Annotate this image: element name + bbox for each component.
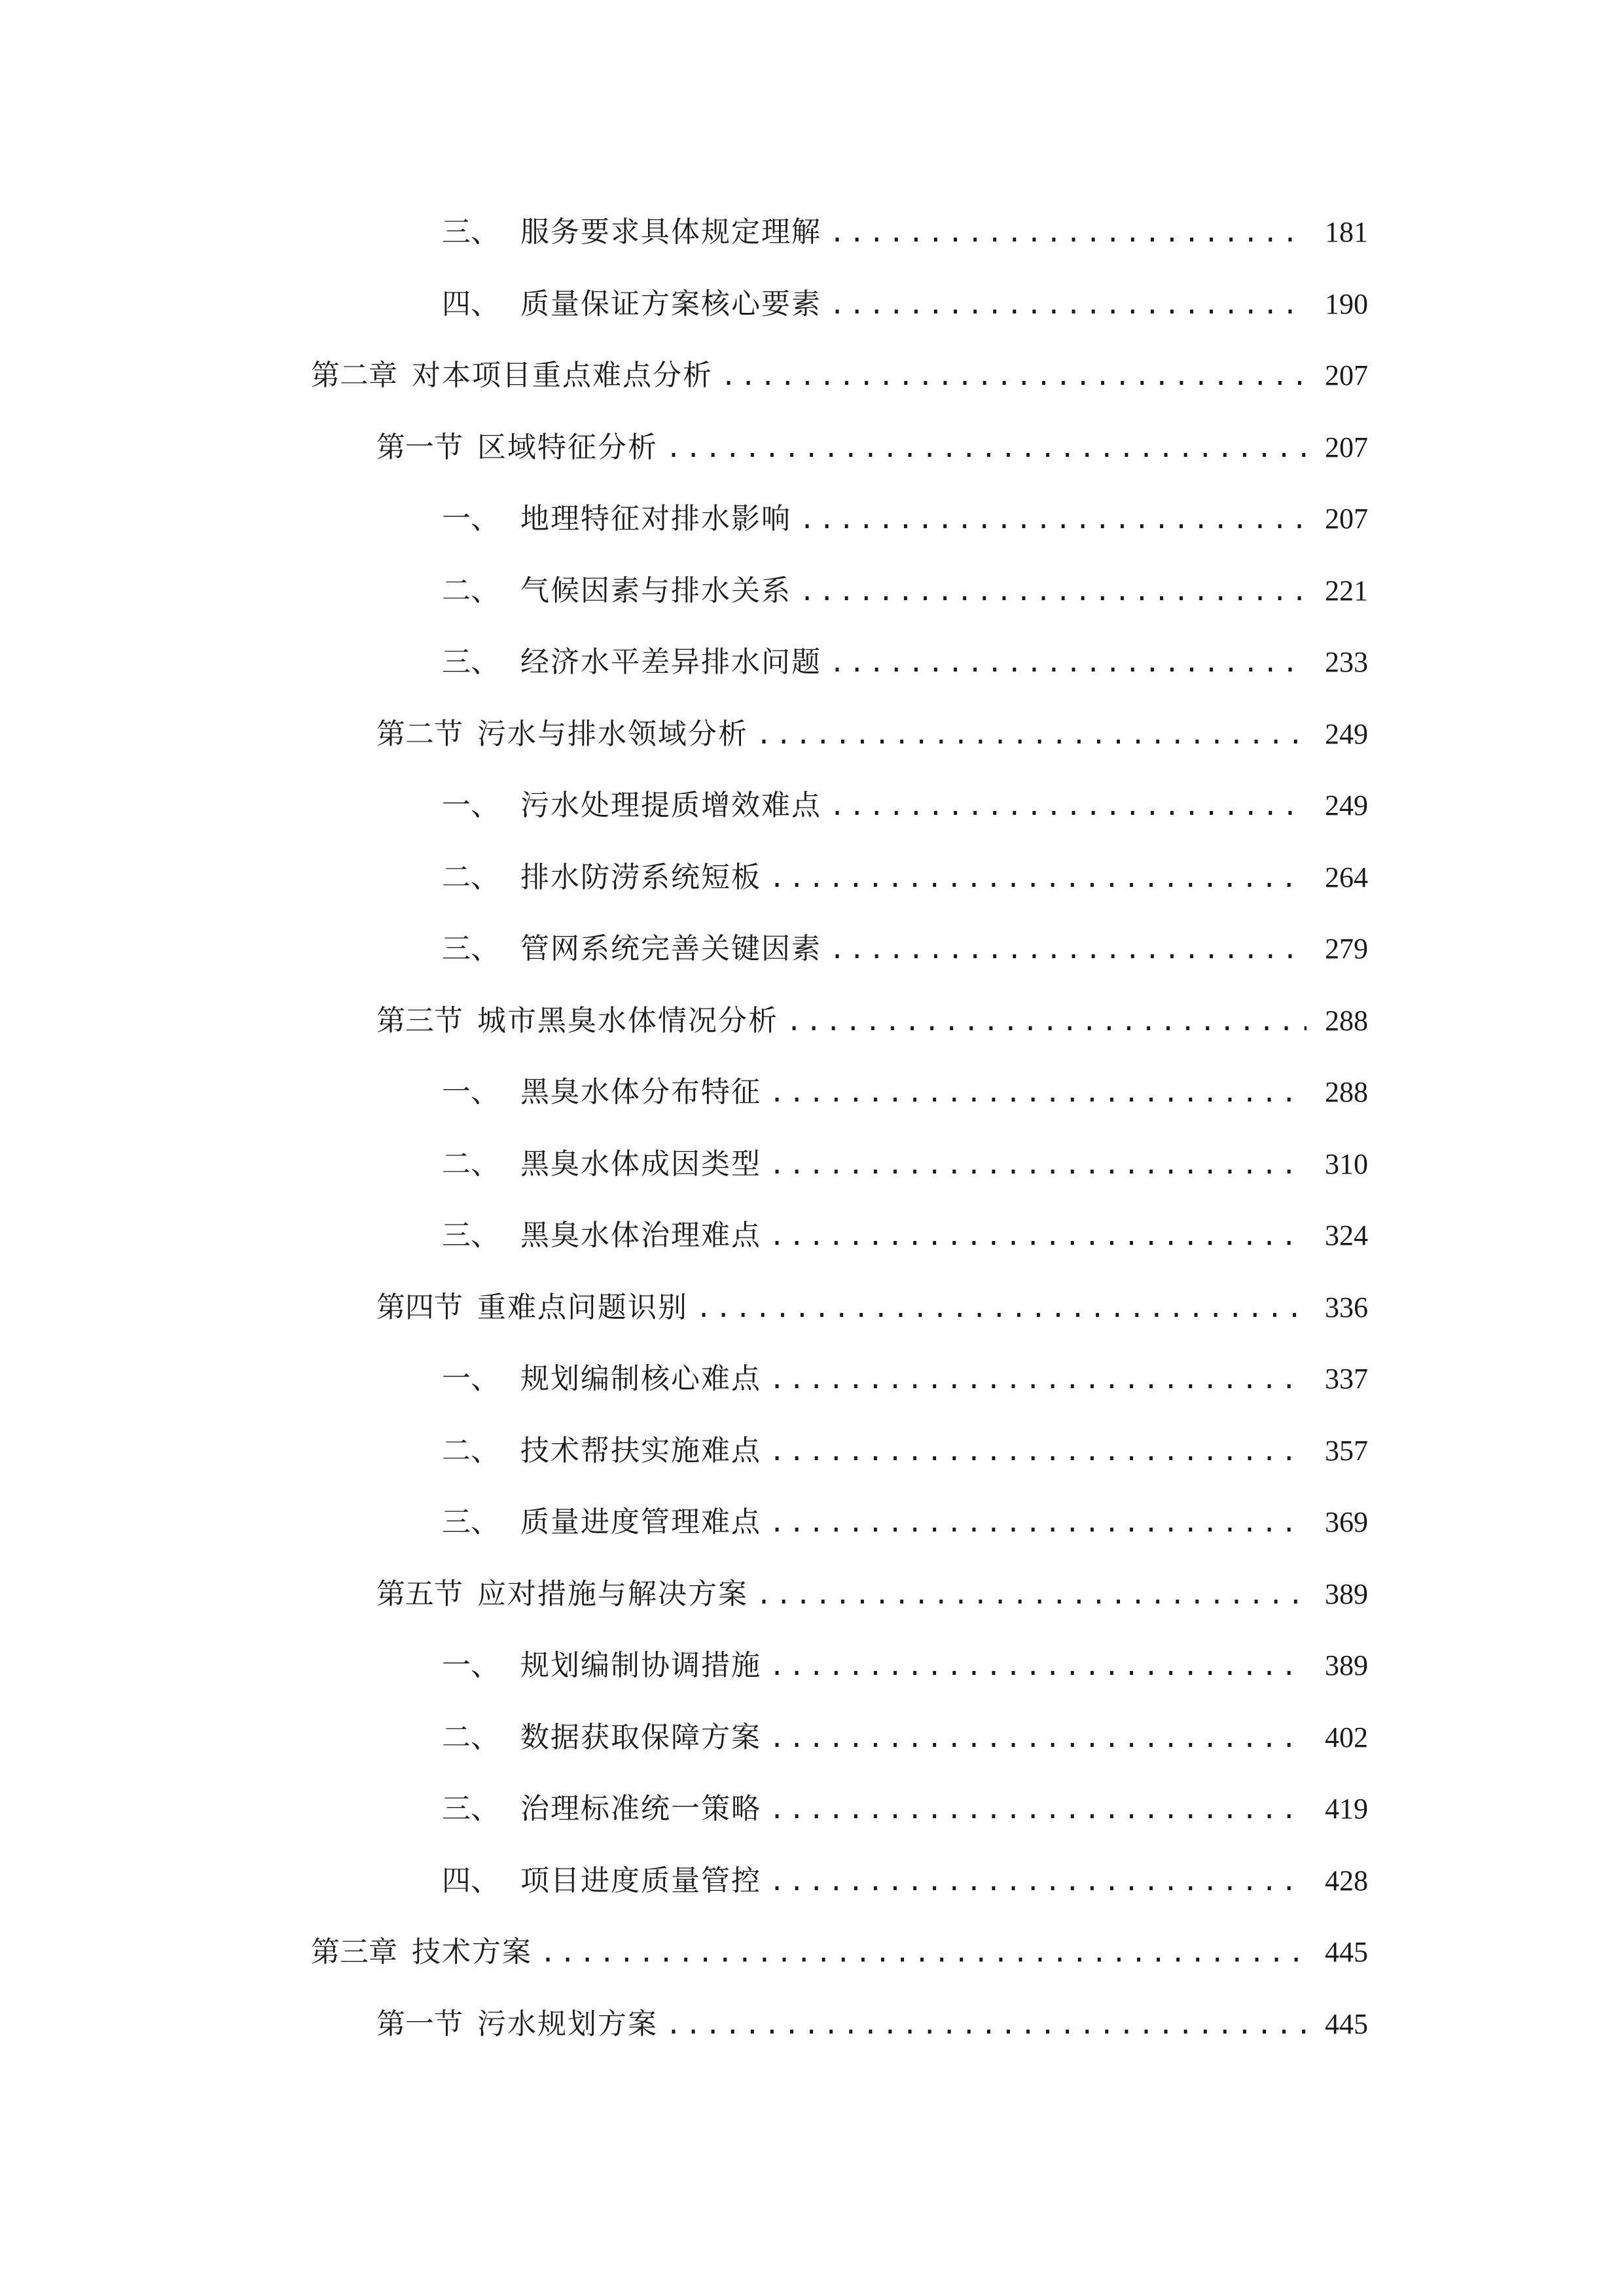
toc-page-number: 207 — [1325, 503, 1368, 535]
dot-leader — [769, 1344, 1307, 1416]
toc-marker: 一、 — [442, 1075, 499, 1109]
toc-title: 管网系统完善关键因素 — [520, 932, 821, 965]
toc-entry[interactable] — [311, 1630, 1368, 1702]
toc-entry[interactable] — [311, 483, 1368, 555]
dot-leader — [666, 1990, 1307, 2062]
dot-leader — [769, 1416, 1307, 1488]
dot-leader — [769, 1846, 1307, 1918]
toc-marker: 第二节 — [376, 717, 463, 751]
toc-title: 区域特征分析 — [477, 430, 658, 464]
dot-leader — [769, 1774, 1307, 1846]
toc-page-number: 445 — [1325, 1936, 1368, 1968]
toc-page-number: 369 — [1325, 1506, 1368, 1538]
toc-title: 对本项目重点难点分析 — [412, 359, 713, 392]
toc-marker: 一、 — [442, 789, 499, 822]
toc-entry[interactable] — [311, 1845, 1368, 1917]
toc-title: 规划编制协调措施 — [520, 1649, 761, 1682]
toc-page-number: 190 — [1325, 287, 1368, 320]
toc-title: 质量进度管理难点 — [520, 1505, 761, 1539]
toc-page-number: 264 — [1325, 861, 1368, 893]
toc-entry[interactable] — [311, 913, 1368, 985]
toc-marker: 四、 — [442, 287, 499, 321]
toc-page-number: 181 — [1325, 216, 1368, 248]
toc-marker: 三、 — [442, 645, 499, 679]
toc-page-number: 279 — [1325, 933, 1368, 965]
toc-title: 地理特征对排水影响 — [520, 502, 791, 535]
toc-page-number: 221 — [1325, 574, 1368, 607]
toc-marker: 第一节 — [376, 2007, 463, 2041]
dot-leader — [769, 1488, 1307, 1560]
toc-marker: 三、 — [442, 1505, 499, 1539]
toc-entry[interactable] — [311, 1056, 1368, 1128]
toc-entry[interactable] — [311, 1988, 1368, 2060]
toc-entry[interactable] — [311, 985, 1368, 1057]
toc-page-number: 402 — [1325, 1721, 1368, 1753]
toc-entry[interactable] — [311, 412, 1368, 484]
toc-title: 气候因素与排水关系 — [520, 573, 791, 607]
table-of-contents — [311, 196, 1368, 2060]
toc-page-number: 310 — [1325, 1147, 1368, 1180]
dot-leader — [721, 341, 1307, 413]
toc-entry[interactable] — [311, 770, 1368, 842]
toc-title: 黑臭水体治理难点 — [520, 1219, 761, 1252]
toc-title: 黑臭水体分布特征 — [520, 1075, 761, 1109]
toc-entry[interactable] — [311, 1272, 1368, 1344]
toc-entry[interactable] — [311, 698, 1368, 770]
dot-leader — [829, 914, 1307, 986]
toc-page-number: 233 — [1325, 646, 1368, 678]
dot-leader — [696, 1273, 1307, 1345]
dot-leader — [829, 198, 1307, 270]
toc-title: 污水处理提质增效难点 — [520, 789, 821, 822]
dot-leader — [540, 1918, 1307, 1990]
toc-title: 质量保证方案核心要素 — [520, 287, 821, 321]
toc-marker: 三、 — [442, 1792, 499, 1825]
toc-entry[interactable] — [311, 1558, 1368, 1630]
dot-leader — [799, 556, 1307, 628]
toc-title: 项目进度质量管控 — [520, 1863, 761, 1897]
dot-leader — [769, 1703, 1307, 1775]
toc-entry[interactable] — [311, 1916, 1368, 1988]
toc-marker: 二、 — [442, 1433, 499, 1467]
toc-title: 经济水平差异排水问题 — [520, 645, 821, 679]
toc-title: 污水规划方案 — [477, 2007, 658, 2041]
dot-leader — [756, 1560, 1307, 1632]
toc-page-number: 207 — [1325, 359, 1368, 391]
dot-leader — [769, 843, 1307, 915]
dot-leader — [769, 1201, 1307, 1273]
toc-entry[interactable] — [311, 340, 1368, 412]
toc-title: 数据获取保障方案 — [520, 1720, 761, 1754]
toc-entry[interactable] — [311, 1486, 1368, 1558]
toc-page-number: 288 — [1325, 1004, 1368, 1037]
dot-leader — [829, 771, 1307, 843]
toc-title: 技术方案 — [412, 1935, 532, 1969]
toc-marker: 第三章 — [311, 1935, 397, 1969]
toc-title: 服务要求具体规定理解 — [520, 215, 821, 249]
toc-entry[interactable] — [311, 1200, 1368, 1272]
toc-page-number: 419 — [1325, 1793, 1368, 1825]
toc-title: 治理标准统一策略 — [520, 1792, 761, 1825]
toc-entry[interactable] — [311, 1773, 1368, 1845]
toc-page-number: 249 — [1325, 789, 1368, 821]
toc-title: 技术帮扶实施难点 — [520, 1433, 761, 1467]
toc-title: 规划编制核心难点 — [520, 1362, 761, 1395]
dot-leader — [829, 270, 1307, 342]
toc-marker: 二、 — [442, 1720, 499, 1754]
dot-leader — [769, 1130, 1307, 1202]
toc-entry[interactable] — [311, 1415, 1368, 1487]
toc-marker: 二、 — [442, 860, 499, 894]
toc-marker: 第五节 — [376, 1577, 463, 1611]
toc-title: 排水防涝系统短板 — [520, 860, 761, 894]
toc-page-number: 389 — [1325, 1649, 1368, 1681]
toc-entry[interactable] — [311, 626, 1368, 698]
toc-title: 应对措施与解决方案 — [477, 1577, 748, 1611]
toc-marker: 二、 — [442, 1147, 499, 1181]
toc-title: 重难点问题识别 — [477, 1290, 688, 1324]
toc-entry[interactable] — [311, 196, 1368, 268]
toc-entry[interactable] — [311, 268, 1368, 340]
toc-page-number: 357 — [1325, 1434, 1368, 1467]
toc-marker: 第一节 — [376, 430, 463, 464]
toc-marker: 第二章 — [311, 359, 397, 392]
toc-page-number: 249 — [1325, 717, 1368, 750]
toc-marker: 三、 — [442, 932, 499, 965]
toc-entry[interactable] — [311, 1128, 1368, 1200]
toc-marker: 三、 — [442, 1219, 499, 1252]
toc-title: 黑臭水体成因类型 — [520, 1147, 761, 1181]
toc-page-number: 324 — [1325, 1219, 1368, 1251]
dot-leader — [786, 986, 1307, 1058]
toc-entry[interactable] — [311, 1343, 1368, 1415]
toc-page-number: 207 — [1325, 431, 1368, 463]
toc-page-number: 389 — [1325, 1577, 1368, 1610]
toc-title: 城市黑臭水体情况分析 — [477, 1003, 778, 1037]
toc-marker: 二、 — [442, 573, 499, 607]
toc-entry[interactable] — [311, 555, 1368, 627]
dot-leader — [799, 484, 1307, 556]
toc-marker: 四、 — [442, 1863, 499, 1897]
toc-page-number: 428 — [1325, 1864, 1368, 1897]
toc-page-number: 337 — [1325, 1363, 1368, 1395]
toc-marker: 三、 — [442, 215, 499, 249]
toc-marker: 第四节 — [376, 1290, 463, 1324]
dot-leader — [769, 1631, 1307, 1703]
toc-marker: 一、 — [442, 502, 499, 535]
toc-page-number: 336 — [1325, 1291, 1368, 1323]
toc-marker: 一、 — [442, 1362, 499, 1395]
toc-page-number: 445 — [1325, 2007, 1368, 2040]
toc-page-number: 288 — [1325, 1076, 1368, 1108]
toc-marker: 第三节 — [376, 1003, 463, 1037]
dot-leader — [756, 700, 1307, 772]
dot-leader — [769, 1058, 1307, 1130]
toc-entry[interactable] — [311, 842, 1368, 914]
dot-leader — [666, 413, 1307, 485]
toc-entry[interactable] — [311, 1702, 1368, 1774]
toc-marker: 一、 — [442, 1649, 499, 1682]
toc-title: 污水与排水领域分析 — [477, 717, 748, 751]
dot-leader — [829, 628, 1307, 700]
